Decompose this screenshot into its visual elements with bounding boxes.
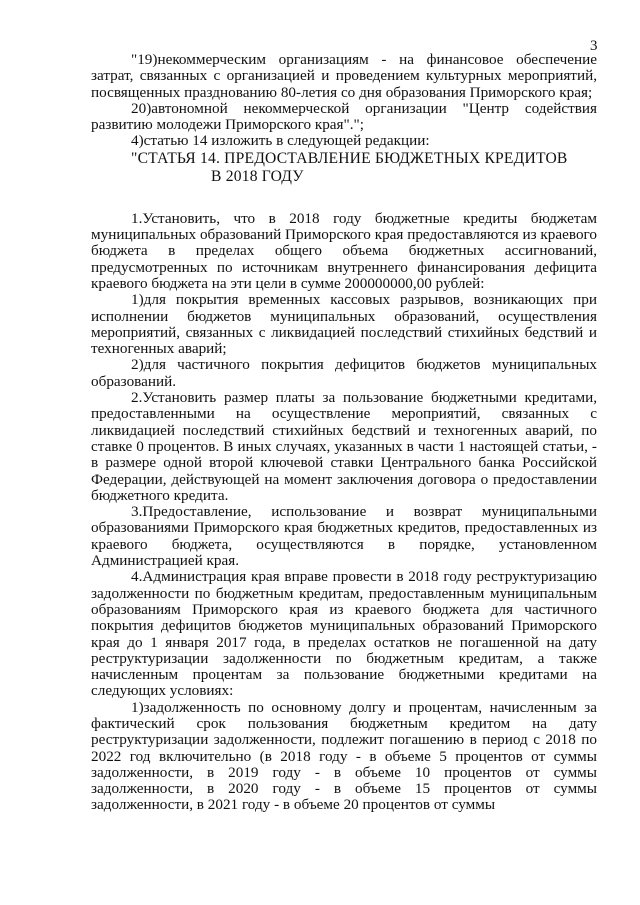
paragraph-clause-2: 2.Установить размер платы за пользование бюджетными кредитами, предоставленными на осуществление мероприятий, связанных с ликвидацией последствий стихийных бедствий и техногенных аварий, по ставке 0 процентов. В иных случаях, указанных в части 1 настоящей статьи, - в размере одной второй ключевой ставки Центрального банка Российской Федерации, действующей на момент заключения договора о предоставлении бюджетного кредита. (91, 389, 597, 504)
paragraph-clause-1-item-2: 2)для частичного покрытия дефицитов бюджетов муниципальных образований. (91, 356, 597, 390)
paragraph-clause-4: 4.Администрация края вправе провести в 2018 году реструктуризацию задолженности по бюджетным кредитам, предоставленным муниципальным образованиям Приморского края из краевого бюджета для частичного покрытия дефицитов бюджетов муниципальных образований Приморского края до 1 января 2017 года, в пределах остатков не погашенной на дату реструктуризации задолженности по бюджетным кредитам, а также начисленным процентам за пользование бюджетными кредитами на следующих условиях: (91, 568, 597, 700)
paragraph-item-20: 20)автономной некоммерческой организации "Центр содействия развитию молодежи Приморского края"."; (91, 99, 597, 134)
article-heading (91, 150, 597, 186)
document-body (91, 52, 597, 814)
paragraph-clause-4-item-1: 1)задолженность по основному долгу и процентам, начисленным за фактический срок пользования бюджетным кредитом на дату реструктуризации задолженности, подлежит погашению в период с 2018 по 2022 год включительно (в 2018 году - в объеме 5 процентов от суммы задолженности, в 2019 году - в объеме 10 процентов от суммы задолженности, в 2020 году - в объеме 15 процентов от суммы задолженности, в 2021 году - в объеме 20 процентов от суммы (91, 698, 597, 814)
section-spacer (91, 186, 597, 211)
article-heading-line2: В 2018 ГОДУ (211, 167, 304, 185)
paragraph-clause-3: 3.Предоставление, использование и возврат муниципальными образованиями Приморского края бюджетных кредитов, предоставленных из краевого бюджета, осуществляются в порядке, установленном Администрацией края. (91, 503, 597, 570)
paragraph-item-19: "19)некоммерческим организациям - на финансовое обеспечение затрат, связанных с организацией и проведением культурных мероприятий, посвященных празднованию 80-летия со дня образования Приморского края; (91, 51, 597, 101)
paragraph-amend-article-14: 4)статью 14 изложить в следующей редакции: (131, 132, 430, 150)
paragraph-clause-1: 1.Установить, что в 2018 году бюджетные кредиты бюджетам муниципальных образований Приморского края предоставляются из краевого бюджета в пределах общего объема бюджетных ассигнований, предусмотренных по источникам внутреннего финансирования дефицита краевого бюджета на эти цели в сумме 200000000,00 рублей: (91, 209, 597, 292)
paragraph-clause-1-item-1: 1)для покрытия временных кассовых разрывов, возникающих при исполнении бюджетов муниципальных образований, осуществления мероприятий, связанных с ликвидацией последствий стихийных бедствий и техногенных аварий; (91, 291, 597, 358)
article-heading-line1: "СТАТЬЯ 14. ПРЕДОСТАВЛЕНИЕ БЮДЖЕТНЫХ КРЕДИТОВ (131, 149, 568, 167)
page-number: 3 (590, 38, 598, 54)
